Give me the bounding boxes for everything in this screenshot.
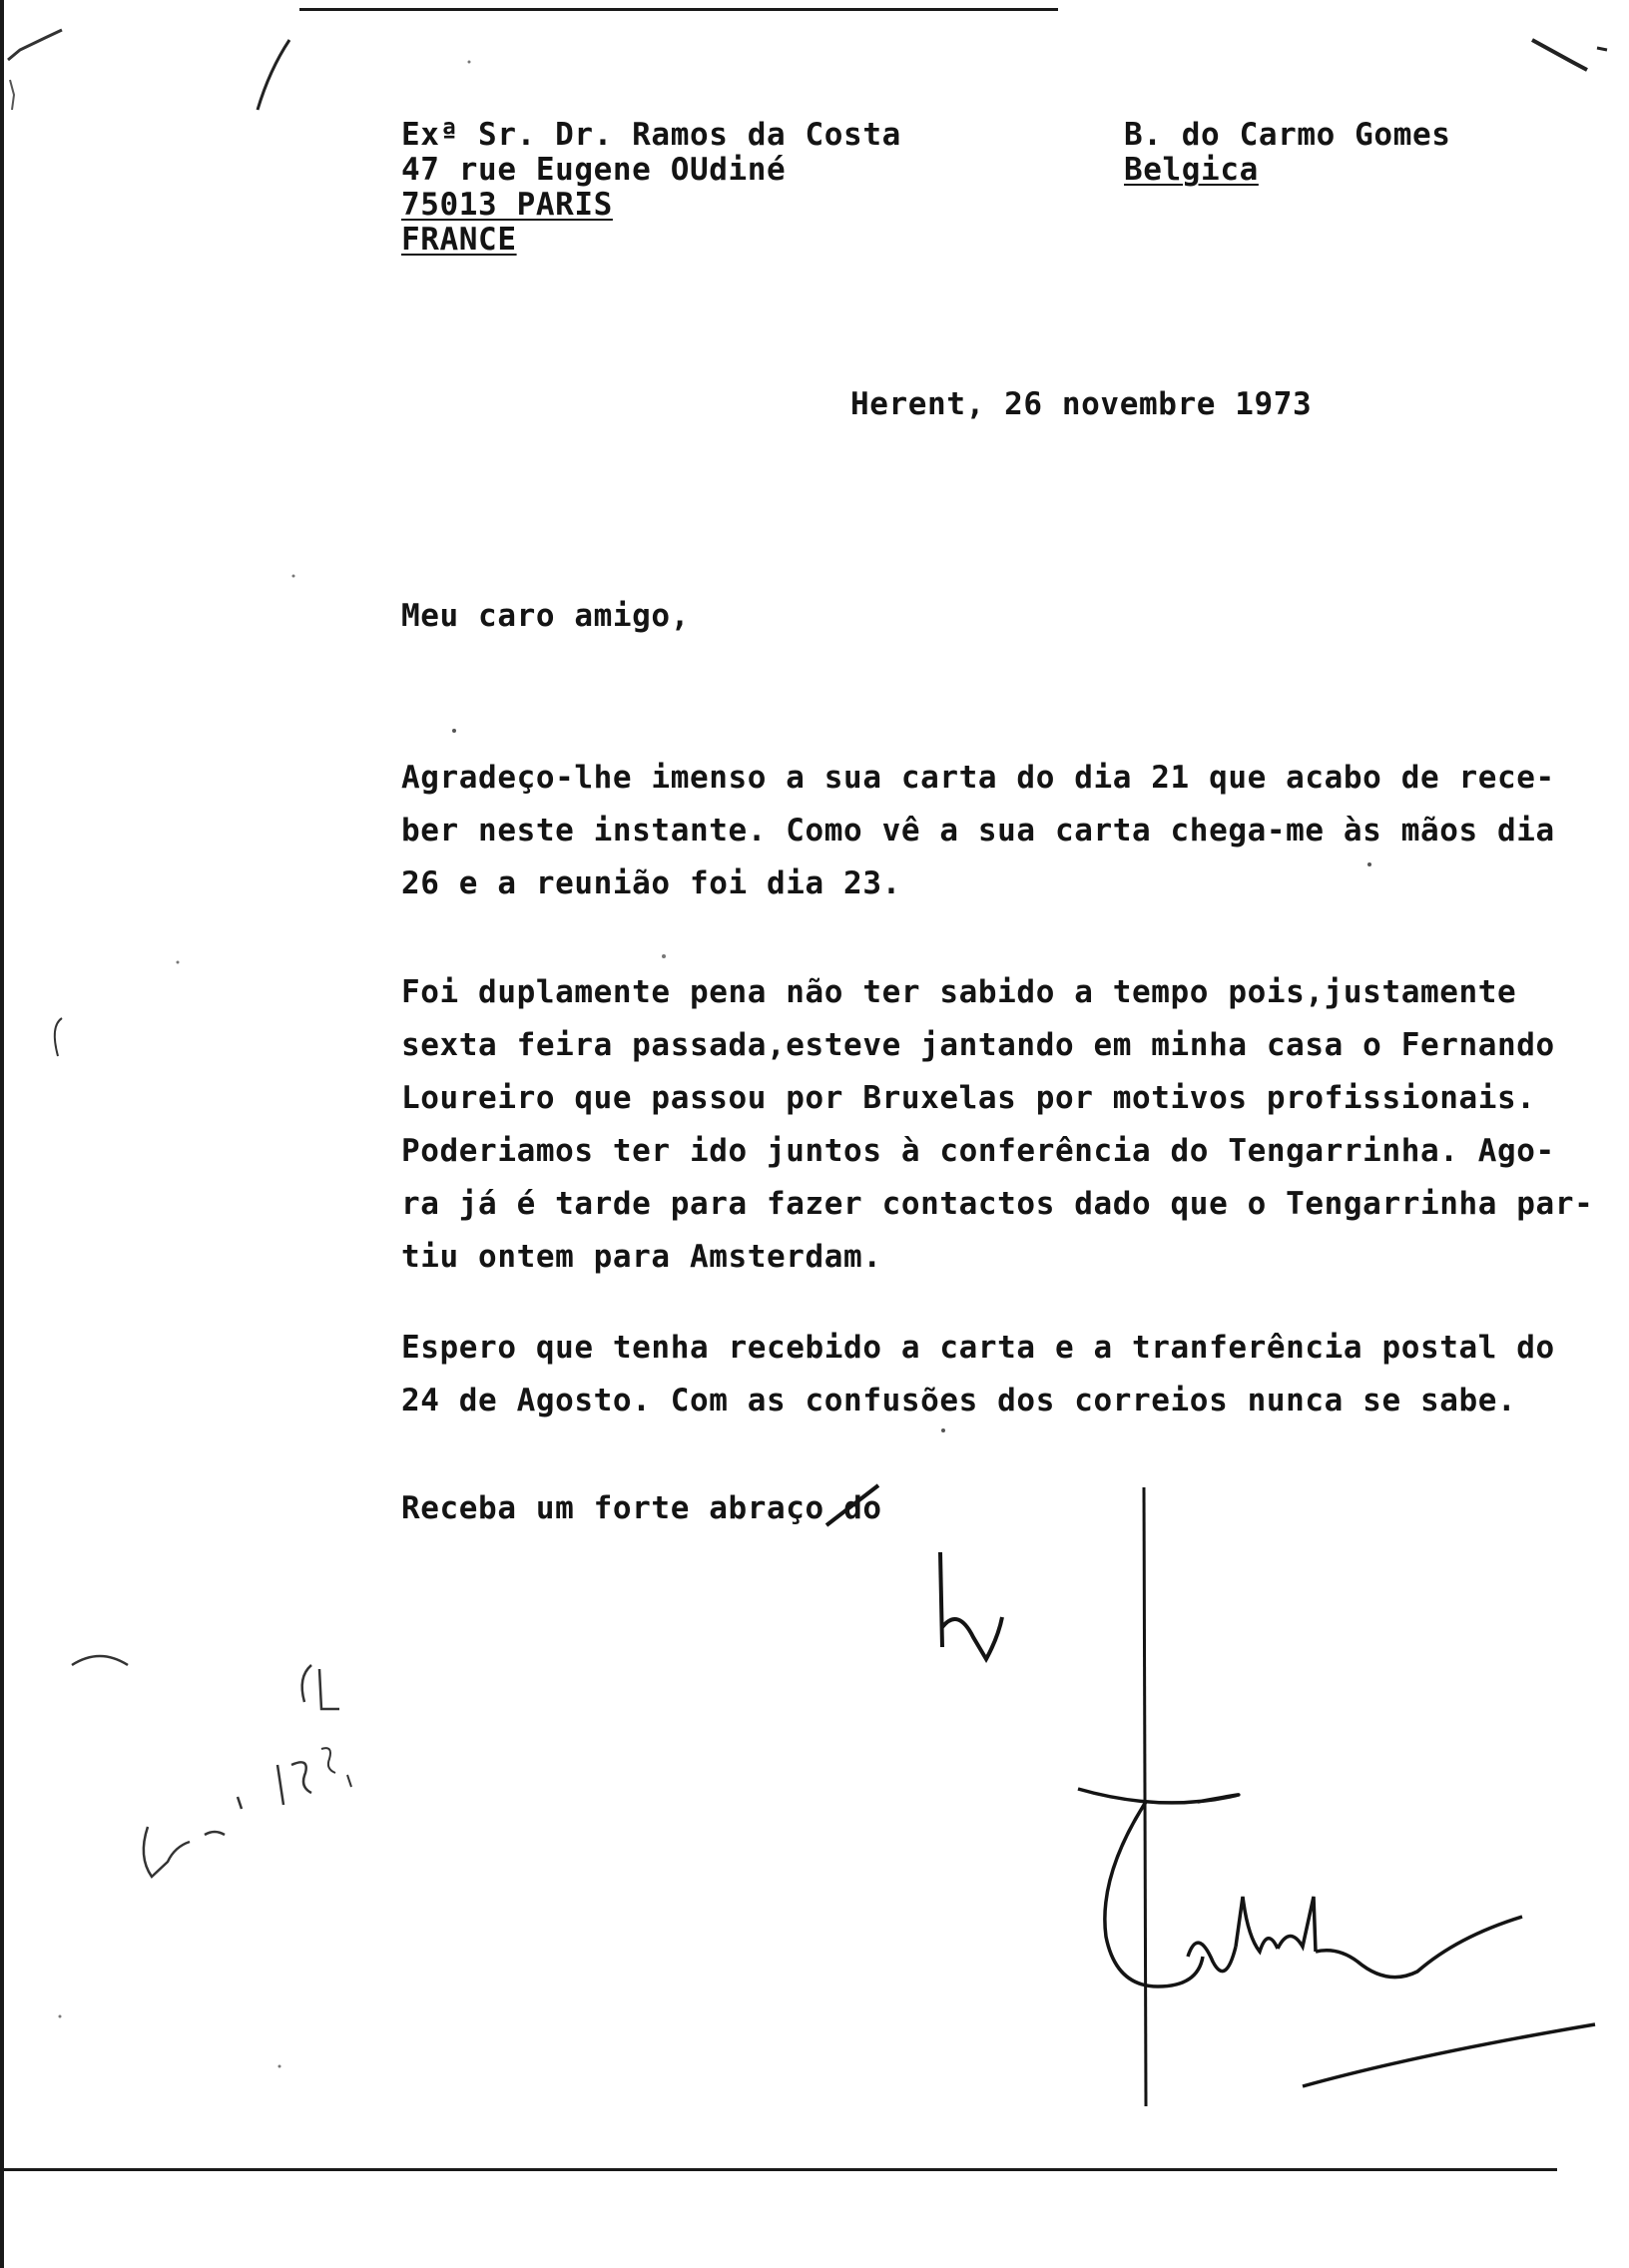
closing-text: Receba um forte abraço [401,1490,824,1526]
recipient-city: 75013 PARIS [401,187,613,223]
recipient-country: FRANCE [401,222,517,258]
left-scan-edge [0,0,4,2268]
paragraph-line: Agradeço-lhe imenso a sua carta do dia 21 que acabo de rece- [401,760,1555,796]
paragraph-line: 24 de Agosto. Com as confusões dos correios nunca se sabe. [401,1383,1517,1418]
date-line: Herent, 26 novembre 1973 [850,386,1313,422]
paragraph-line: Foi duplamente pena não ter sabido a tempo pois,justamente [401,974,1517,1010]
recipient-name: Exª Sr. Dr. Ramos da Costa [401,117,901,153]
sender-name: B. do Carmo Gomes [1124,117,1451,153]
closing-line [401,1491,882,1525]
top-scan-edge [299,8,1058,11]
paragraph-line: ra já é tarde para fazer contactos dado que o Tengarrinha par- [401,1186,1594,1222]
paragraph-line: ber neste instante. Como vê a sua carta chega-me às mãos dia [401,813,1555,849]
paragraph-line: Loureiro que passou por Bruxelas por motivos profissionais. [401,1080,1536,1116]
paragraph-line: tiu ontem para Amsterdam. [401,1239,882,1275]
sender-country: Belgica [1124,152,1259,188]
struck-word: do [843,1490,882,1526]
paragraph-line: Espero que tenha recebido a carta e a tranferência postal do [401,1330,1555,1366]
paragraph-line: Poderiamos ter ido juntos à conferência do Tengarrinha. Ago- [401,1133,1555,1169]
salutation: Meu caro amigo, [401,598,690,634]
paragraph-line: sexta feira passada,esteve jantando em minha casa o Fernando [401,1027,1555,1063]
paragraph-line: 26 e a reunião foi dia 23. [401,865,901,901]
bottom-fold-line [0,2168,1557,2171]
recipient-street: 47 rue Eugene OUdiné [401,152,787,188]
